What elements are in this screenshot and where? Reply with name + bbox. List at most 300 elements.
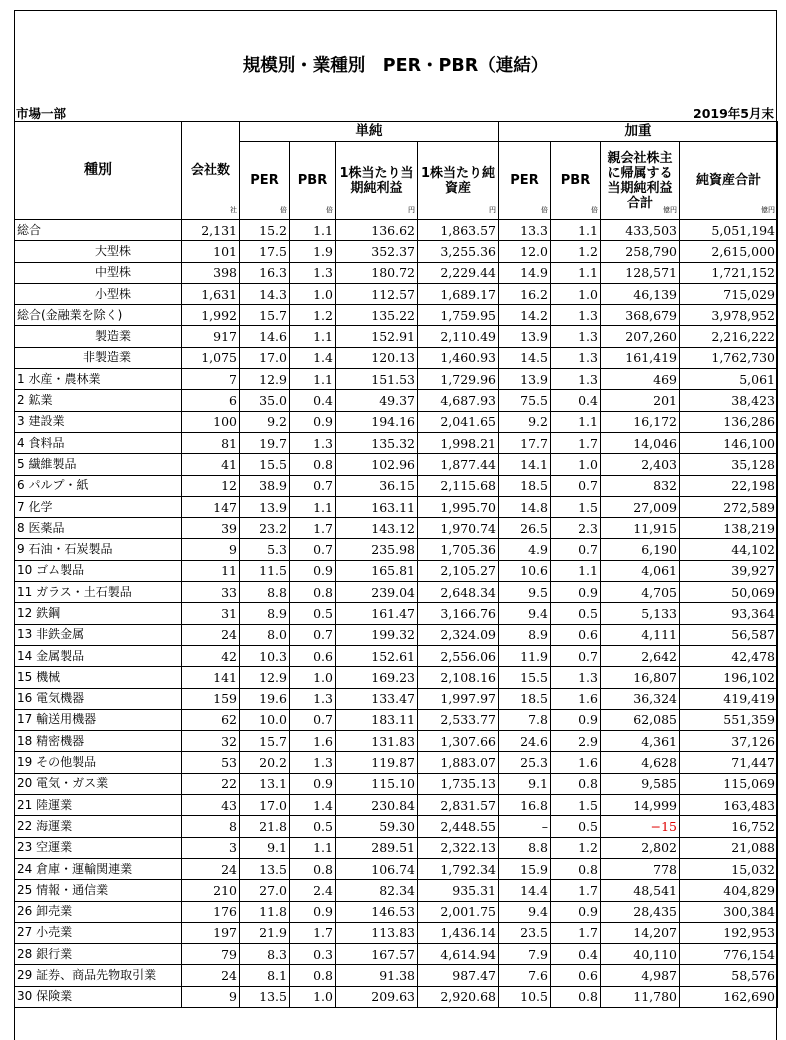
bps-cell: 1,997.97 bbox=[418, 688, 499, 709]
net-income-cell: 62,085 bbox=[601, 709, 680, 730]
table-row bbox=[15, 965, 778, 986]
company-count: 12 bbox=[182, 475, 240, 496]
pbr-weighted: 1.2 bbox=[551, 837, 601, 858]
table-row bbox=[15, 283, 778, 304]
net-assets-cell: 1,762,730 bbox=[680, 347, 778, 368]
net-assets-cell: 419,419 bbox=[680, 688, 778, 709]
company-count: 24 bbox=[182, 858, 240, 879]
row-name: 18 精密機器 bbox=[15, 731, 182, 752]
bps-cell: 1,460.93 bbox=[418, 347, 499, 368]
pbr-simple: 1.7 bbox=[290, 922, 336, 943]
per-weighted: 4.9 bbox=[499, 539, 551, 560]
per-weighted: 10.5 bbox=[499, 986, 551, 1007]
net-assets-cell: 37,126 bbox=[680, 731, 778, 752]
per-simple: 12.9 bbox=[240, 667, 290, 688]
per-pbr-table bbox=[14, 121, 778, 1008]
company-count: 398 bbox=[182, 262, 240, 283]
net-assets-cell: 50,069 bbox=[680, 582, 778, 603]
net-assets-cell: 192,953 bbox=[680, 922, 778, 943]
per-simple: 14.6 bbox=[240, 326, 290, 347]
pbr-simple: 1.3 bbox=[290, 752, 336, 773]
pbr-simple: 1.1 bbox=[290, 220, 336, 241]
net-assets-cell: 163,483 bbox=[680, 795, 778, 816]
row-name: 14 金属製品 bbox=[15, 645, 182, 666]
header-pbr-weighted bbox=[551, 142, 601, 220]
company-count: 22 bbox=[182, 773, 240, 794]
header-bps bbox=[418, 142, 499, 220]
company-count: 141 bbox=[182, 667, 240, 688]
bps-cell: 1,735.13 bbox=[418, 773, 499, 794]
net-assets-cell: 58,576 bbox=[680, 965, 778, 986]
company-count: 101 bbox=[182, 241, 240, 262]
per-simple: 8.0 bbox=[240, 624, 290, 645]
table-row bbox=[15, 944, 778, 965]
per-weighted: 15.5 bbox=[499, 667, 551, 688]
eps-cell: 136.62 bbox=[336, 220, 418, 241]
per-simple: 23.2 bbox=[240, 518, 290, 539]
row-name: 小型株 bbox=[15, 283, 182, 304]
net-income-cell: 161,419 bbox=[601, 347, 680, 368]
company-count: 147 bbox=[182, 496, 240, 517]
row-name: 27 小売業 bbox=[15, 922, 182, 943]
pbr-simple: 1.3 bbox=[290, 432, 336, 453]
bps-cell: 2,041.65 bbox=[418, 411, 499, 432]
eps-cell: 119.87 bbox=[336, 752, 418, 773]
per-simple: 13.5 bbox=[240, 858, 290, 879]
per-simple: 13.9 bbox=[240, 496, 290, 517]
net-income-cell: 368,679 bbox=[601, 305, 680, 326]
pbr-weighted: 0.5 bbox=[551, 816, 601, 837]
row-name: 8 医薬品 bbox=[15, 518, 182, 539]
eps-cell: 106.74 bbox=[336, 858, 418, 879]
pbr-weighted: 1.3 bbox=[551, 369, 601, 390]
net-assets-cell: 272,589 bbox=[680, 496, 778, 517]
table-row bbox=[15, 560, 778, 581]
company-count: 7 bbox=[182, 369, 240, 390]
unit-companies: 社 bbox=[230, 206, 237, 214]
table-row bbox=[15, 837, 778, 858]
per-simple: 12.9 bbox=[240, 369, 290, 390]
bps-cell: 1,729.96 bbox=[418, 369, 499, 390]
pbr-simple: 1.9 bbox=[290, 241, 336, 262]
pbr-simple: 0.8 bbox=[290, 965, 336, 986]
pbr-simple: 2.4 bbox=[290, 880, 336, 901]
pbr-weighted: 1.3 bbox=[551, 667, 601, 688]
header-per-weighted bbox=[499, 142, 551, 220]
net-assets-cell: 71,447 bbox=[680, 752, 778, 773]
company-count: 53 bbox=[182, 752, 240, 773]
pbr-simple: 0.5 bbox=[290, 816, 336, 837]
company-count: 43 bbox=[182, 795, 240, 816]
net-assets-cell: 138,219 bbox=[680, 518, 778, 539]
pbr-simple: 1.6 bbox=[290, 731, 336, 752]
bps-cell: 2,322.13 bbox=[418, 837, 499, 858]
net-assets-cell: 39,927 bbox=[680, 560, 778, 581]
header-pbr-weighted-label: PBR bbox=[560, 173, 591, 188]
company-count: 1,992 bbox=[182, 305, 240, 326]
pbr-weighted: 0.7 bbox=[551, 475, 601, 496]
per-simple: 9.2 bbox=[240, 411, 290, 432]
table-row bbox=[15, 496, 778, 517]
pbr-weighted: 0.8 bbox=[551, 773, 601, 794]
bps-cell: 1,883.07 bbox=[418, 752, 499, 773]
eps-cell: 167.57 bbox=[336, 944, 418, 965]
eps-cell: 161.47 bbox=[336, 603, 418, 624]
table-row bbox=[15, 539, 778, 560]
net-income-cell: 2,642 bbox=[601, 645, 680, 666]
net-income-cell: 4,987 bbox=[601, 965, 680, 986]
pbr-simple: 0.6 bbox=[290, 645, 336, 666]
table-row bbox=[15, 667, 778, 688]
eps-cell: 151.53 bbox=[336, 369, 418, 390]
bps-cell: 1,792.34 bbox=[418, 858, 499, 879]
header-pbr-simple-label: PBR bbox=[297, 173, 328, 188]
pbr-weighted: 1.5 bbox=[551, 496, 601, 517]
eps-cell: 36.15 bbox=[336, 475, 418, 496]
header-per-simple bbox=[240, 142, 290, 220]
table-body bbox=[15, 220, 778, 1008]
per-weighted: 17.7 bbox=[499, 432, 551, 453]
per-simple: 17.0 bbox=[240, 795, 290, 816]
pbr-weighted: 0.4 bbox=[551, 390, 601, 411]
pbr-simple: 0.8 bbox=[290, 858, 336, 879]
bps-cell: 1,436.14 bbox=[418, 922, 499, 943]
pbr-simple: 1.0 bbox=[290, 667, 336, 688]
row-name: 20 電気・ガス業 bbox=[15, 773, 182, 794]
per-simple: 19.6 bbox=[240, 688, 290, 709]
pbr-weighted: 1.6 bbox=[551, 752, 601, 773]
per-weighted: 25.3 bbox=[499, 752, 551, 773]
bps-cell: 2,920.68 bbox=[418, 986, 499, 1007]
table-row bbox=[15, 858, 778, 879]
row-name: 28 銀行業 bbox=[15, 944, 182, 965]
header-category: 種別 bbox=[15, 122, 182, 220]
pbr-weighted: 0.4 bbox=[551, 944, 601, 965]
row-name: 7 化学 bbox=[15, 496, 182, 517]
eps-cell: 91.38 bbox=[336, 965, 418, 986]
pbr-weighted: 0.9 bbox=[551, 901, 601, 922]
header-eps-label: 1株当たり当期純利益 bbox=[339, 165, 414, 196]
row-name: 26 卸売業 bbox=[15, 901, 182, 922]
eps-cell: 199.32 bbox=[336, 624, 418, 645]
net-assets-cell: 136,286 bbox=[680, 411, 778, 432]
net-income-cell: 5,133 bbox=[601, 603, 680, 624]
pbr-weighted: 1.3 bbox=[551, 347, 601, 368]
pbr-simple: 0.9 bbox=[290, 560, 336, 581]
company-count: 41 bbox=[182, 454, 240, 475]
net-assets-cell: 16,752 bbox=[680, 816, 778, 837]
per-weighted: 7.9 bbox=[499, 944, 551, 965]
table-row bbox=[15, 347, 778, 368]
table-row bbox=[15, 603, 778, 624]
pbr-simple: 0.9 bbox=[290, 901, 336, 922]
table-row bbox=[15, 645, 778, 666]
date-label: 2019年5月末 bbox=[693, 106, 774, 121]
pbr-simple: 0.5 bbox=[290, 603, 336, 624]
pbr-weighted: 1.0 bbox=[551, 454, 601, 475]
net-assets-cell: 44,102 bbox=[680, 539, 778, 560]
per-weighted: 8.8 bbox=[499, 837, 551, 858]
table-row bbox=[15, 922, 778, 943]
header-net-assets bbox=[680, 142, 778, 220]
table-row bbox=[15, 262, 778, 283]
net-assets-cell: 162,690 bbox=[680, 986, 778, 1007]
company-count: 11 bbox=[182, 560, 240, 581]
pbr-simple: 1.1 bbox=[290, 496, 336, 517]
pbr-weighted: 1.3 bbox=[551, 326, 601, 347]
unit-per-weighted: 倍 bbox=[541, 206, 548, 214]
per-weighted: 9.1 bbox=[499, 773, 551, 794]
per-weighted: 9.5 bbox=[499, 582, 551, 603]
company-count: 24 bbox=[182, 624, 240, 645]
per-simple: 17.5 bbox=[240, 241, 290, 262]
eps-cell: 194.16 bbox=[336, 411, 418, 432]
pbr-simple: 0.4 bbox=[290, 390, 336, 411]
per-weighted: – bbox=[499, 816, 551, 837]
table-row bbox=[15, 305, 778, 326]
pbr-simple: 1.1 bbox=[290, 326, 336, 347]
bps-cell: 1,689.17 bbox=[418, 283, 499, 304]
header-eps bbox=[336, 142, 418, 220]
net-assets-cell: 56,587 bbox=[680, 624, 778, 645]
company-count: 9 bbox=[182, 986, 240, 1007]
table-row bbox=[15, 390, 778, 411]
per-simple: 15.5 bbox=[240, 454, 290, 475]
pbr-simple: 0.8 bbox=[290, 454, 336, 475]
pbr-weighted: 0.6 bbox=[551, 965, 601, 986]
pbr-simple: 1.4 bbox=[290, 795, 336, 816]
net-income-cell: 469 bbox=[601, 369, 680, 390]
net-income-cell: 28,435 bbox=[601, 901, 680, 922]
net-assets-cell: 35,128 bbox=[680, 454, 778, 475]
per-weighted: 23.5 bbox=[499, 922, 551, 943]
per-simple: 17.0 bbox=[240, 347, 290, 368]
net-income-cell: 433,503 bbox=[601, 220, 680, 241]
per-simple: 15.7 bbox=[240, 305, 290, 326]
per-simple: 13.5 bbox=[240, 986, 290, 1007]
net-income-cell: −15 bbox=[601, 816, 680, 837]
per-weighted: 13.3 bbox=[499, 220, 551, 241]
net-assets-cell: 551,359 bbox=[680, 709, 778, 730]
pbr-simple: 0.3 bbox=[290, 944, 336, 965]
market-label: 市場一部 bbox=[16, 106, 67, 121]
net-assets-cell: 21,088 bbox=[680, 837, 778, 858]
pbr-simple: 0.7 bbox=[290, 624, 336, 645]
per-simple: 9.1 bbox=[240, 837, 290, 858]
net-income-cell: 9,585 bbox=[601, 773, 680, 794]
eps-cell: 131.83 bbox=[336, 731, 418, 752]
net-assets-cell: 115,069 bbox=[680, 773, 778, 794]
table-row bbox=[15, 432, 778, 453]
pbr-weighted: 1.7 bbox=[551, 880, 601, 901]
per-simple: 35.0 bbox=[240, 390, 290, 411]
net-assets-cell: 404,829 bbox=[680, 880, 778, 901]
table-row bbox=[15, 752, 778, 773]
company-count: 81 bbox=[182, 432, 240, 453]
unit-per-simple: 倍 bbox=[280, 206, 287, 214]
per-simple: 21.8 bbox=[240, 816, 290, 837]
row-name: 4 食料品 bbox=[15, 432, 182, 453]
company-count: 197 bbox=[182, 922, 240, 943]
company-count: 9 bbox=[182, 539, 240, 560]
eps-cell: 120.13 bbox=[336, 347, 418, 368]
row-name: 17 輸送用機器 bbox=[15, 709, 182, 730]
pbr-weighted: 0.9 bbox=[551, 709, 601, 730]
net-assets-cell: 38,423 bbox=[680, 390, 778, 411]
header-bps-label: 1株当たり純資産 bbox=[420, 165, 496, 196]
company-count: 8 bbox=[182, 816, 240, 837]
per-weighted: 75.5 bbox=[499, 390, 551, 411]
per-simple: 19.7 bbox=[240, 432, 290, 453]
row-name: 15 機械 bbox=[15, 667, 182, 688]
bps-cell: 2,831.57 bbox=[418, 795, 499, 816]
bps-cell: 2,110.49 bbox=[418, 326, 499, 347]
table-row bbox=[15, 411, 778, 432]
per-weighted: 8.9 bbox=[499, 624, 551, 645]
header-net-income bbox=[601, 142, 680, 220]
per-weighted: 13.9 bbox=[499, 369, 551, 390]
eps-cell: 146.53 bbox=[336, 901, 418, 922]
per-simple: 20.2 bbox=[240, 752, 290, 773]
pbr-weighted: 1.2 bbox=[551, 241, 601, 262]
net-income-cell: 4,111 bbox=[601, 624, 680, 645]
company-count: 6 bbox=[182, 390, 240, 411]
net-assets-cell: 776,154 bbox=[680, 944, 778, 965]
pbr-simple: 1.0 bbox=[290, 283, 336, 304]
header-per-weighted-label: PER bbox=[510, 173, 539, 188]
per-weighted: 7.6 bbox=[499, 965, 551, 986]
pbr-weighted: 0.7 bbox=[551, 645, 601, 666]
pbr-weighted: 1.3 bbox=[551, 305, 601, 326]
net-income-cell: 11,780 bbox=[601, 986, 680, 1007]
net-income-cell: 40,110 bbox=[601, 944, 680, 965]
eps-cell: 163.11 bbox=[336, 496, 418, 517]
pbr-weighted: 1.7 bbox=[551, 922, 601, 943]
bps-cell: 935.31 bbox=[418, 880, 499, 901]
company-count: 3 bbox=[182, 837, 240, 858]
per-simple: 16.3 bbox=[240, 262, 290, 283]
pbr-simple: 1.1 bbox=[290, 837, 336, 858]
table-row bbox=[15, 582, 778, 603]
net-assets-cell: 146,100 bbox=[680, 432, 778, 453]
unit-bps: 円 bbox=[489, 206, 496, 214]
net-income-cell: 36,324 bbox=[601, 688, 680, 709]
table-row bbox=[15, 816, 778, 837]
header-net-assets-label: 純資産合計 bbox=[695, 173, 761, 188]
net-assets-cell: 22,198 bbox=[680, 475, 778, 496]
bps-cell: 2,448.55 bbox=[418, 816, 499, 837]
net-assets-cell: 1,721,152 bbox=[680, 262, 778, 283]
net-income-cell: 207,260 bbox=[601, 326, 680, 347]
row-name: 3 建設業 bbox=[15, 411, 182, 432]
per-weighted: 18.5 bbox=[499, 475, 551, 496]
pbr-simple: 0.7 bbox=[290, 709, 336, 730]
per-simple: 27.0 bbox=[240, 880, 290, 901]
pbr-weighted: 1.1 bbox=[551, 220, 601, 241]
row-name: 非製造業 bbox=[15, 347, 182, 368]
bps-cell: 1,998.21 bbox=[418, 432, 499, 453]
table-row bbox=[15, 241, 778, 262]
per-simple: 10.3 bbox=[240, 645, 290, 666]
pbr-simple: 0.7 bbox=[290, 475, 336, 496]
header-weighted: 加重 bbox=[499, 122, 778, 142]
company-count: 176 bbox=[182, 901, 240, 922]
header-companies bbox=[182, 122, 240, 220]
per-simple: 5.3 bbox=[240, 539, 290, 560]
table-row bbox=[15, 709, 778, 730]
pbr-weighted: 1.6 bbox=[551, 688, 601, 709]
per-simple: 38.9 bbox=[240, 475, 290, 496]
net-assets-cell: 42,478 bbox=[680, 645, 778, 666]
company-count: 2,131 bbox=[182, 220, 240, 241]
table-row bbox=[15, 795, 778, 816]
company-count: 62 bbox=[182, 709, 240, 730]
net-income-cell: 778 bbox=[601, 858, 680, 879]
eps-cell: 152.91 bbox=[336, 326, 418, 347]
row-name: 25 情報・通信業 bbox=[15, 880, 182, 901]
row-name: 19 その他製品 bbox=[15, 752, 182, 773]
per-simple: 11.5 bbox=[240, 560, 290, 581]
table-row bbox=[15, 518, 778, 539]
table-row bbox=[15, 880, 778, 901]
header-companies-label: 会社数 bbox=[190, 163, 230, 178]
pbr-weighted: 0.5 bbox=[551, 603, 601, 624]
bps-cell: 1,995.70 bbox=[418, 496, 499, 517]
bps-cell: 2,001.75 bbox=[418, 901, 499, 922]
header-pbr-simple bbox=[290, 142, 336, 220]
row-name: 2 鉱業 bbox=[15, 390, 182, 411]
company-count: 31 bbox=[182, 603, 240, 624]
per-weighted: 14.2 bbox=[499, 305, 551, 326]
per-simple: 15.2 bbox=[240, 220, 290, 241]
unit-pbr-weighted: 倍 bbox=[591, 206, 598, 214]
net-income-cell: 201 bbox=[601, 390, 680, 411]
net-assets-cell: 93,364 bbox=[680, 603, 778, 624]
eps-cell: 135.32 bbox=[336, 432, 418, 453]
row-name: 6 パルプ・紙 bbox=[15, 475, 182, 496]
bps-cell: 3,166.76 bbox=[418, 603, 499, 624]
per-weighted: 9.4 bbox=[499, 603, 551, 624]
pbr-weighted: 1.1 bbox=[551, 411, 601, 432]
per-simple: 11.8 bbox=[240, 901, 290, 922]
bps-cell: 1,307.66 bbox=[418, 731, 499, 752]
row-name: 大型株 bbox=[15, 241, 182, 262]
table-row bbox=[15, 688, 778, 709]
net-income-cell: 128,571 bbox=[601, 262, 680, 283]
row-name: 21 陸運業 bbox=[15, 795, 182, 816]
pbr-weighted: 1.1 bbox=[551, 560, 601, 581]
bps-cell: 2,115.68 bbox=[418, 475, 499, 496]
pbr-weighted: 0.9 bbox=[551, 582, 601, 603]
per-weighted: 14.1 bbox=[499, 454, 551, 475]
eps-cell: 49.37 bbox=[336, 390, 418, 411]
header-per-simple-label: PER bbox=[250, 173, 279, 188]
pbr-simple: 0.9 bbox=[290, 773, 336, 794]
pbr-weighted: 2.9 bbox=[551, 731, 601, 752]
per-simple: 13.1 bbox=[240, 773, 290, 794]
pbr-simple: 1.1 bbox=[290, 369, 336, 390]
pbr-simple: 1.0 bbox=[290, 986, 336, 1007]
company-count: 32 bbox=[182, 731, 240, 752]
eps-cell: 352.37 bbox=[336, 241, 418, 262]
per-weighted: 7.8 bbox=[499, 709, 551, 730]
company-count: 33 bbox=[182, 582, 240, 603]
net-income-cell: 4,061 bbox=[601, 560, 680, 581]
net-income-cell: 16,172 bbox=[601, 411, 680, 432]
net-assets-cell: 3,978,952 bbox=[680, 305, 778, 326]
per-simple: 8.8 bbox=[240, 582, 290, 603]
per-simple: 14.3 bbox=[240, 283, 290, 304]
